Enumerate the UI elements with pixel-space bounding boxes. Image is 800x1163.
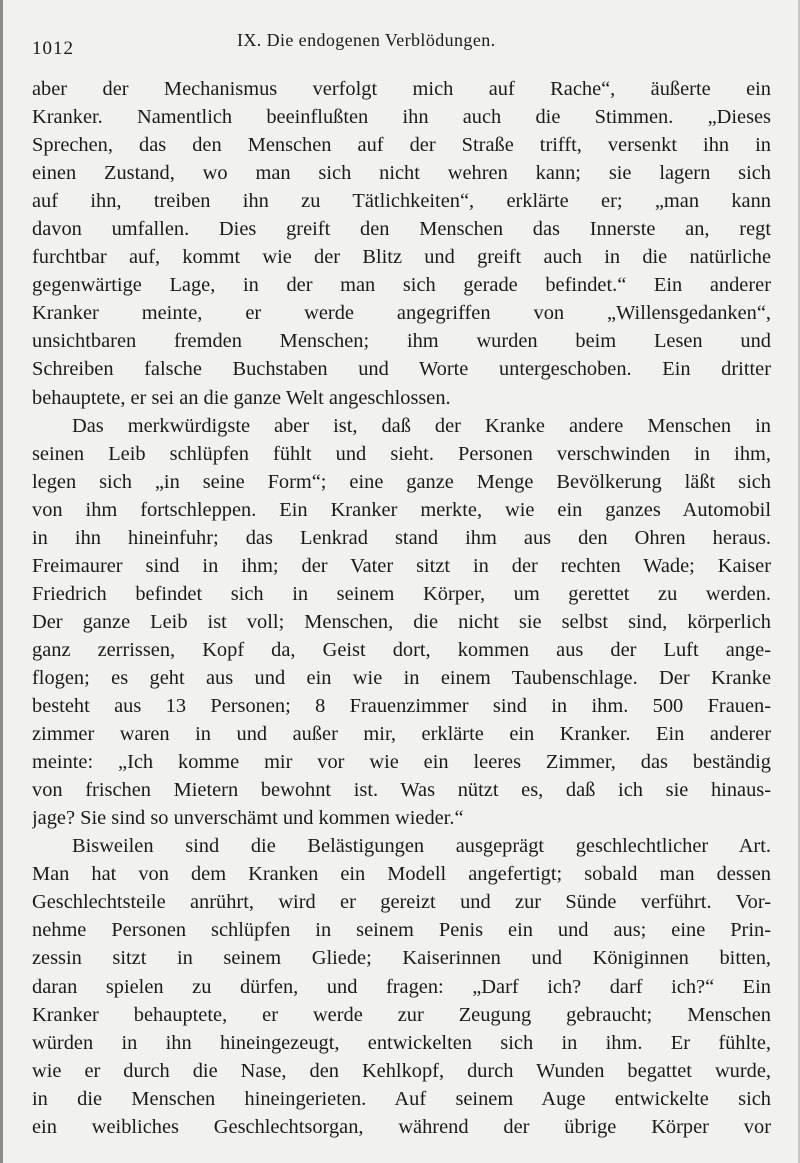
text-line: seinen Leib schlüpfen fühlt und sieht. Personen verschwinden in ihm, <box>32 442 771 465</box>
text-line: in die Menschen hineingerieten. Auf seinem Auge entwickelte sich <box>32 1087 771 1110</box>
text-line: gegenwärtige Lage, in der man sich gerade befindet.“ Ein anderer <box>32 274 771 297</box>
text-line: besteht aus 13 Personen; 8 Frauenzimmer sind in ihm. 500 Frauen- <box>32 695 771 718</box>
text-line: von ihm fortschleppen. Ein Kranker merkte, wie ein ganzes Automobil <box>32 498 771 521</box>
text-line: würden in ihn hineingezeugt, entwickelten sich in ihm. Er fühlte, <box>32 1031 771 1054</box>
page-number: 1012 <box>32 38 74 59</box>
running-head <box>32 28 771 62</box>
text-line: von frischen Mietern bewohnt ist. Was nützt es, daß ich sie hinaus- <box>32 779 771 802</box>
text-line: Man hat von dem Kranken ein Modell angefertigt; sobald man dessen <box>32 863 771 886</box>
paragraph <box>32 832 771 1141</box>
text-line: davon umfallen. Dies greift den Menschen das Innerste an, regt <box>32 218 771 241</box>
text-line: Kranker. Namentlich beeinflußten ihn auch die Stimmen. „Dieses <box>32 106 771 129</box>
text-line: Friedrich befindet sich in seinem Körper, um gerettet zu werden. <box>32 582 771 605</box>
text-line: Freimaurer sind in ihm; der Vater sitzt in der rechten Wade; Kaiser <box>32 554 771 577</box>
text-line: daran spielen zu dürfen, und fragen: „Darf ich? darf ich?“ Ein <box>32 975 771 998</box>
text-line: flogen; es geht aus und ein wie in einem Taubenschlage. Der Kranke <box>32 666 771 689</box>
text-line: unsichtbaren fremden Menschen; ihm wurden beim Lesen und <box>32 330 771 353</box>
text-line: Sprechen, das den Menschen auf der Straße trifft, versenkt ihn in <box>32 134 771 157</box>
body-text <box>32 75 771 1141</box>
paragraph <box>32 412 771 833</box>
text-line: legen sich „in seine Form“; eine ganze Menge Bevölkerung läßt sich <box>32 470 771 493</box>
text-line: Bisweilen sind die Belästigungen ausgeprägt geschlechtlicher Art. <box>72 835 771 858</box>
text-line: in ihn hineinfuhr; das Lenkrad stand ihm aus den Ohren heraus. <box>32 526 771 549</box>
chapter-title: IX. Die endogenen Verblödungen. <box>237 30 496 50</box>
text-line: nehme Personen schlüpfen in seinem Penis ein und aus; eine Prin- <box>32 919 771 942</box>
text-line: einen Zustand, wo man sich nicht wehren kann; sie lagern sich <box>32 162 771 185</box>
text-line: Kranker behauptete, er werde zur Zeugung gebraucht; Menschen <box>32 1003 771 1026</box>
text-line: ganz zerrissen, Kopf da, Geist dort, kommen aus der Luft ange- <box>32 638 771 661</box>
text-line: wie er durch die Nase, den Kehlkopf, durch Wunden begattet wurde, <box>32 1059 771 1082</box>
text-line: auf ihn, treiben ihn zu Tätlichkeiten“, erklärte er; „man kann <box>32 190 771 213</box>
book-page <box>32 28 771 1141</box>
text-line: Das merkwürdigste aber ist, daß der Kranke andere Menschen in <box>72 414 771 437</box>
text-line: meinte: „Ich komme mir vor wie ein leeres Zimmer, das beständig <box>32 751 771 774</box>
text-line: jage? Sie sind so unverschämt und kommen wieder.“ <box>32 807 464 830</box>
text-line: Schreiben falsche Buchstaben und Worte untergeschoben. Ein dritter <box>32 358 771 381</box>
paragraph <box>32 75 771 412</box>
text-line: aber der Mechanismus verfolgt mich auf Rache“, äußerte ein <box>32 78 771 100</box>
text-line: Kranker meinte, er werde angegriffen von „Willensgedanken“, <box>32 302 771 325</box>
text-line: Geschlechtsteile anrührt, wird er gereizt und zur Sünde verführt. Vor- <box>32 891 771 914</box>
text-line: furchtbar auf, kommt wie der Blitz und greift auch in die natürliche <box>32 246 771 269</box>
text-line: behauptete, er sei an die ganze Welt angeschlossen. <box>32 386 451 409</box>
text-line: zimmer waren in und außer mir, erklärte ein Kranker. Ein anderer <box>32 723 771 746</box>
text-line: Der ganze Leib ist voll; Menschen, die nicht sie selbst sind, körperlich <box>32 610 771 633</box>
text-line: ein weibliches Geschlechtsorgan, während der übrige Körper vor <box>32 1115 771 1138</box>
text-line: zessin sitzt in seinem Gliede; Kaiserinnen und Königinnen bitten, <box>32 947 771 970</box>
